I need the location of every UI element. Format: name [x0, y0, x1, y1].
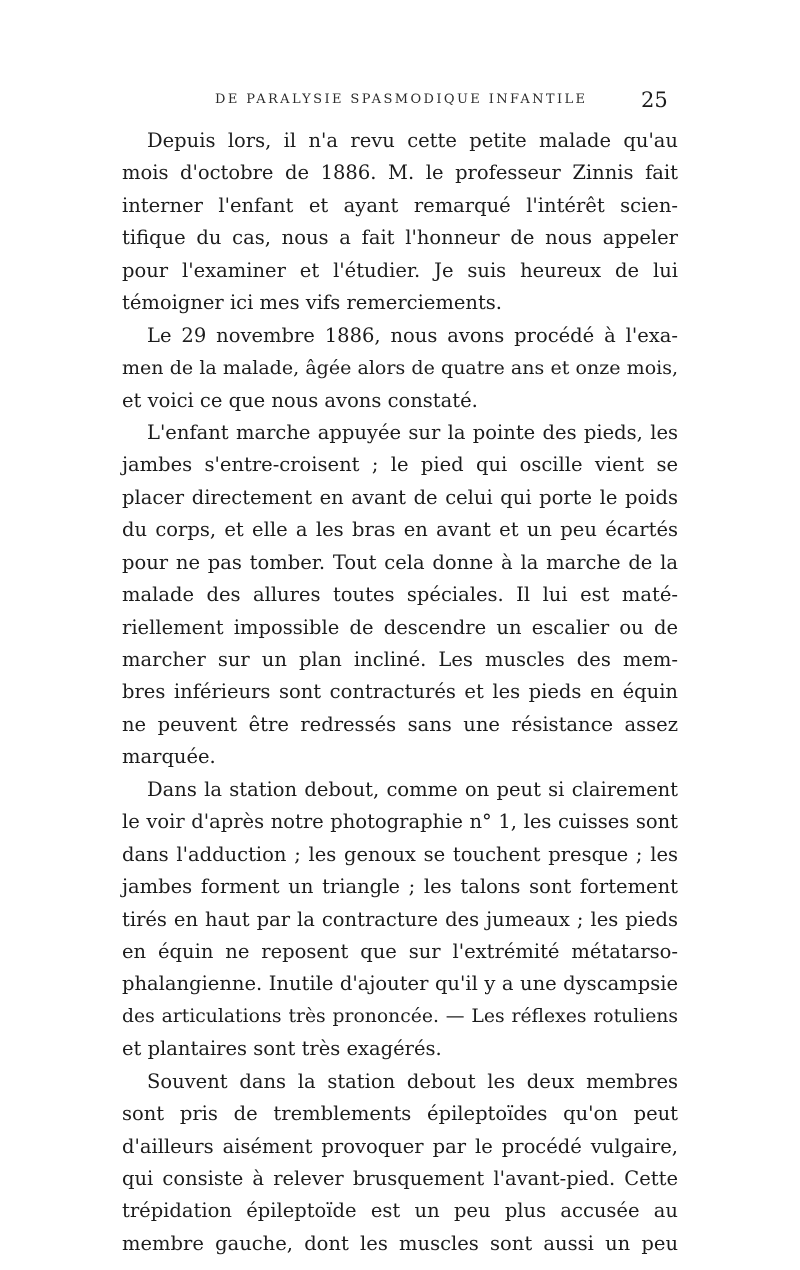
- text-line: tifique du cas, nous a fait l'honneur de nous appeler: [122, 226, 678, 250]
- text-line: jambes s'entre-croisent ; le pied qui oscille vient se: [122, 453, 678, 477]
- text-line: des articulations très prononcée. — Les réflexes rotuliens: [122, 1005, 678, 1027]
- text-line: jambes forment un triangle ; les talons sont fortement: [122, 875, 678, 899]
- text-line: pour l'examiner et l'étudier. Je suis heureux de lui: [122, 258, 678, 282]
- body-text: [122, 125, 678, 1260]
- text-line: membre gauche, dont les muscles sont aussi un peu: [122, 1231, 678, 1255]
- running-head: [0, 88, 800, 118]
- text-line: placer directement en avant de celui qui porte le poids: [122, 485, 678, 509]
- paragraph: [122, 320, 678, 417]
- text-line: sont pris de tremblements épileptoïdes qu'on peut: [122, 1102, 678, 1126]
- text-line: et voici ce que nous avons constaté.: [122, 388, 478, 412]
- text-line: Souvent dans la station debout les deux membres: [147, 1069, 678, 1093]
- text-line: pour ne pas tomber. Tout cela donne à la marche de la: [122, 550, 678, 574]
- page-number: 25: [641, 88, 668, 112]
- text-line: mois d'octobre de 1886. M. le professeur Zinnis fait: [122, 161, 678, 185]
- paragraph: [122, 1066, 678, 1261]
- text-line: en équin ne reposent que sur l'extrémité métatarso-: [122, 939, 678, 963]
- text-line: Depuis lors, il n'a revu cette petite malade qu'au: [147, 129, 678, 152]
- text-line: interner l'enfant et ayant remarqué l'intérêt scien-: [122, 193, 678, 217]
- text-line: d'ailleurs aisément provoquer par le procédé vulgaire,: [122, 1134, 678, 1158]
- text-line: L'enfant marche appuyée sur la pointe des pieds, les: [147, 420, 678, 444]
- paragraph: [122, 125, 678, 320]
- text-line: marquée.: [122, 745, 216, 769]
- text-line: dans l'adduction ; les genoux se touchent presque ; les: [122, 842, 678, 866]
- text-line: témoigner ici mes vifs remerciements.: [122, 291, 502, 315]
- text-line: du corps, et elle a les bras en avant et un peu écartés: [122, 518, 678, 542]
- text-line: men de la malade, âgée alors de quatre ans et onze mois,: [122, 357, 678, 380]
- text-line: et plantaires sont très exagérés.: [122, 1037, 442, 1061]
- text-line: bres inférieurs sont contracturés et les pieds en équin: [122, 680, 678, 704]
- text-line: riellement impossible de descendre un escalier ou de: [122, 615, 678, 639]
- text-line: tirés en haut par la contracture des jumeaux ; les pieds: [122, 907, 678, 931]
- text-line: Dans la station debout, comme on peut si clairement: [147, 777, 678, 801]
- text-line: trépidation épileptoïde est un peu plus accusée au: [122, 1199, 678, 1223]
- running-title: DE PARALYSIE SPASMODIQUE INFANTILE: [215, 92, 588, 107]
- text-line: malade des allures toutes spéciales. Il lui est maté-: [122, 583, 678, 607]
- text-line: phalangienne. Inutile d'ajouter qu'il y a une dyscampsie: [122, 972, 678, 996]
- text-line: ne peuvent être redressés sans une résistance assez: [122, 712, 678, 736]
- text-line: marcher sur un plan incliné. Les muscles des mem-: [122, 648, 678, 671]
- text-line: qui consiste à relever brusquement l'avant-pied. Cette: [122, 1167, 678, 1190]
- text-line: Le 29 novembre 1886, nous avons procédé à l'exa-: [147, 323, 678, 347]
- paragraph: [122, 774, 678, 1066]
- text-line: le voir d'après notre photographie n° 1, les cuisses sont: [122, 810, 678, 834]
- paragraph: [122, 417, 678, 774]
